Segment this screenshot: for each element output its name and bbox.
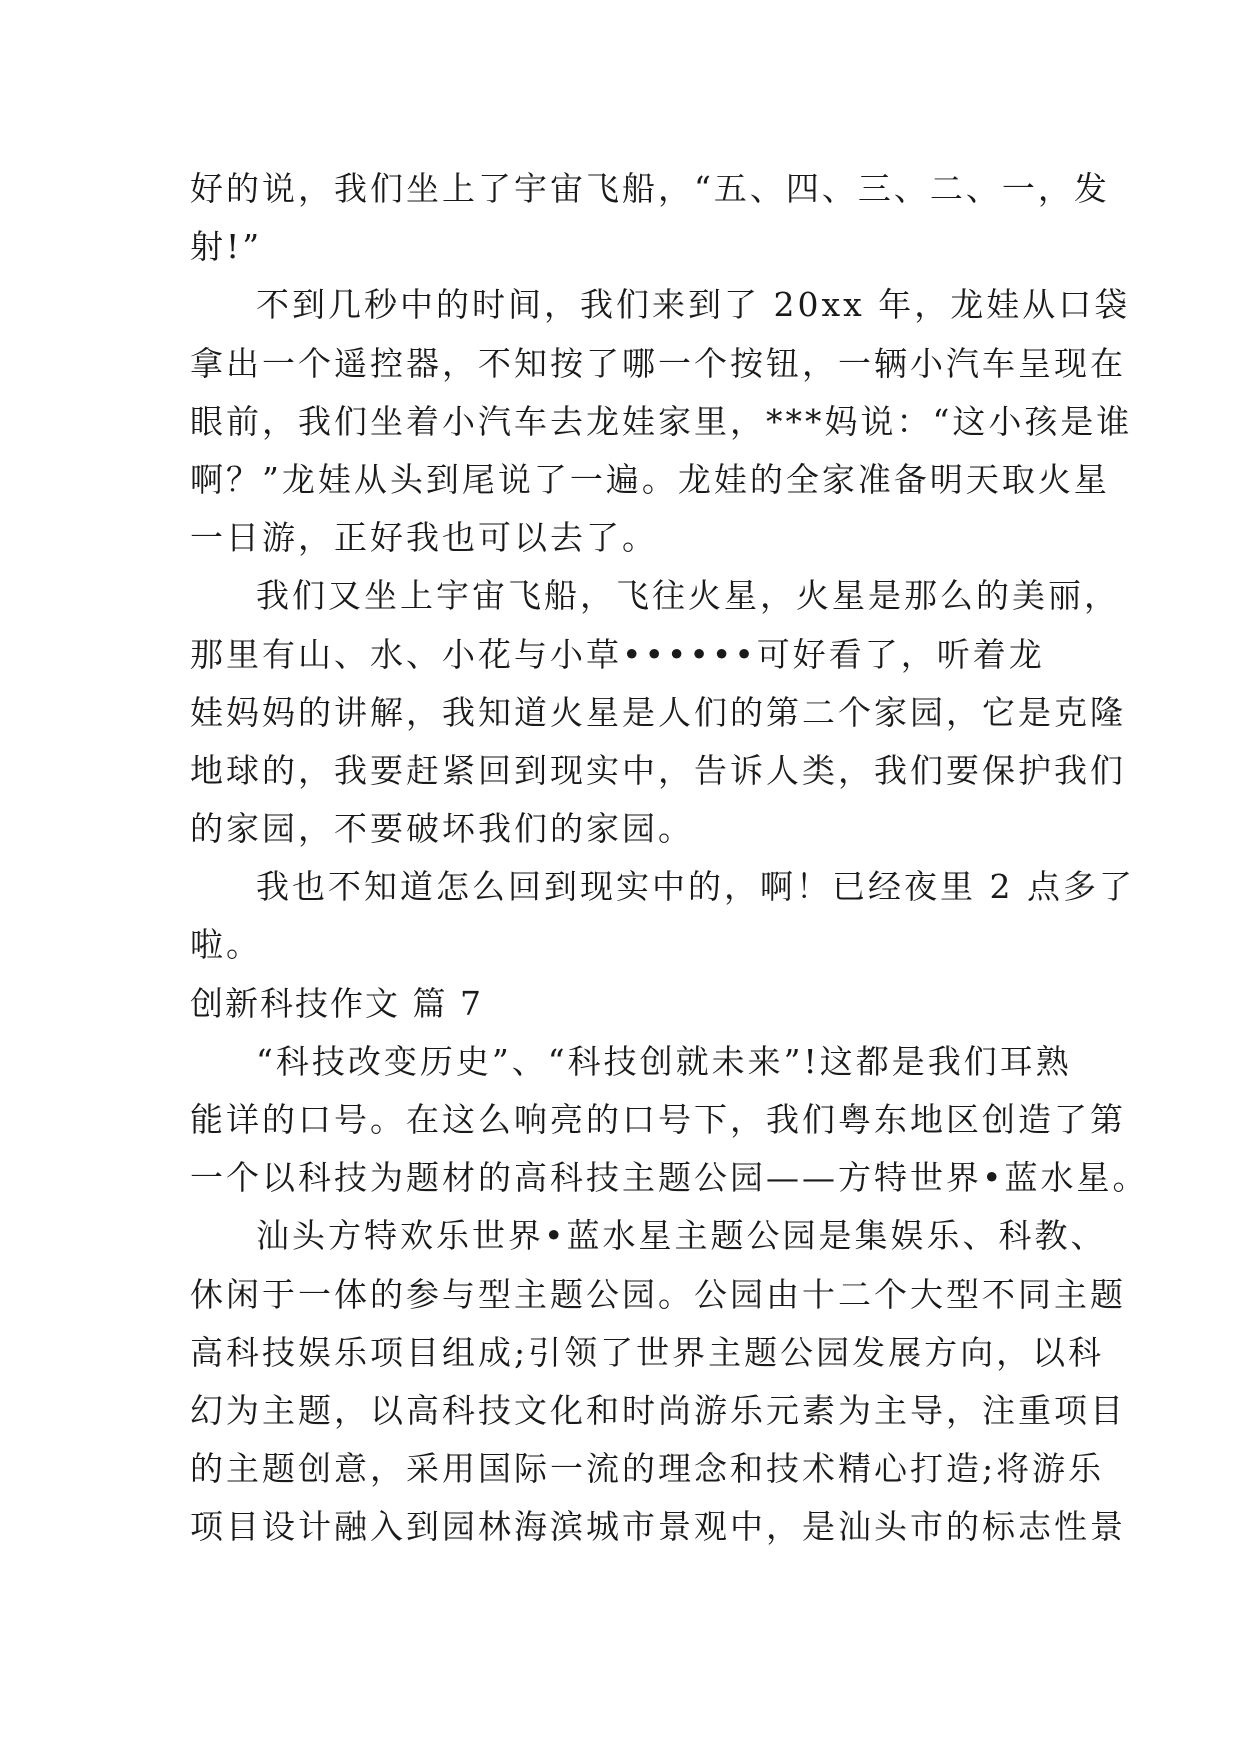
paragraph-first-line: “科技改变历史”、“科技创就未来”!这都是我们耳熟 xyxy=(256,1041,1072,1081)
section-heading: 创新科技作文 篇 7 xyxy=(190,983,483,1023)
text-line: 射!” xyxy=(190,227,263,267)
paragraph-first-line: 我们又坐上宇宙飞船，飞往火星，火星是那么的美丽， xyxy=(256,576,1120,616)
text-line: 地球的，我要赶紧回到现实中，告诉人类，我们要保护我们 xyxy=(190,750,1126,790)
text-line: 娃妈妈的讲解，我知道火星是人们的第二个家园，它是克隆 xyxy=(190,692,1126,732)
text-line: 一日游，正好我也可以去了。 xyxy=(190,518,658,558)
text-line: 休闲于一体的参与型主题公园。公园由十二个大型不同主题 xyxy=(190,1274,1126,1314)
text-line: 好的说，我们坐上了宇宙飞船，“五、四、三、二、一，发 xyxy=(190,169,1110,208)
text-line: 一个以科技为题材的高科技主题公园——方特世界•蓝水星。 xyxy=(190,1158,1149,1198)
paragraph-first-line: 我也不知道怎么回到现实中的，啊！已经夜里 2 点多了 xyxy=(256,867,1135,907)
text-line: 啊？”龙娃从头到尾说了一遍。龙娃的全家准备明天取火星 xyxy=(190,459,1110,499)
paragraph-first-line: 不到几秒中的时间，我们来到了 20xx 年，龙娃从口袋 xyxy=(256,285,1131,325)
text-line: 那里有山、水、小花与小草••••••可好看了，听着龙 xyxy=(190,634,1045,674)
text-line: 的主题创意，采用国际一流的理念和技术精心打造;将游乐 xyxy=(190,1449,1105,1489)
text-line: 项目设计融入到园林海滨城市景观中，是汕头市的标志性景 xyxy=(190,1507,1126,1547)
paragraph-first-line: 汕头方特欢乐世界•蓝水星主题公园是集娱乐、科教、 xyxy=(256,1216,1107,1256)
text-line: 幻为主题，以高科技文化和时尚游乐元素为主导，注重项目 xyxy=(190,1390,1126,1430)
text-line: 能详的口号。在这么响亮的口号下，我们粤东地区创造了第 xyxy=(190,1100,1126,1139)
document-body xyxy=(190,160,1149,1557)
text-line: 啦。 xyxy=(190,925,262,965)
text-line: 高科技娱乐项目组成;引领了世界主题公园发展方向，以科 xyxy=(190,1332,1105,1372)
text-line: 的家园，不要破坏我们的家园。 xyxy=(190,809,694,849)
text-line: 拿出一个遥控器，不知按了哪一个按钮，一辆小汽车呈现在 xyxy=(190,343,1126,383)
text-line: 眼前，我们坐着小汽车去龙娃家里，***妈说：“这小孩是谁 xyxy=(190,401,1133,441)
